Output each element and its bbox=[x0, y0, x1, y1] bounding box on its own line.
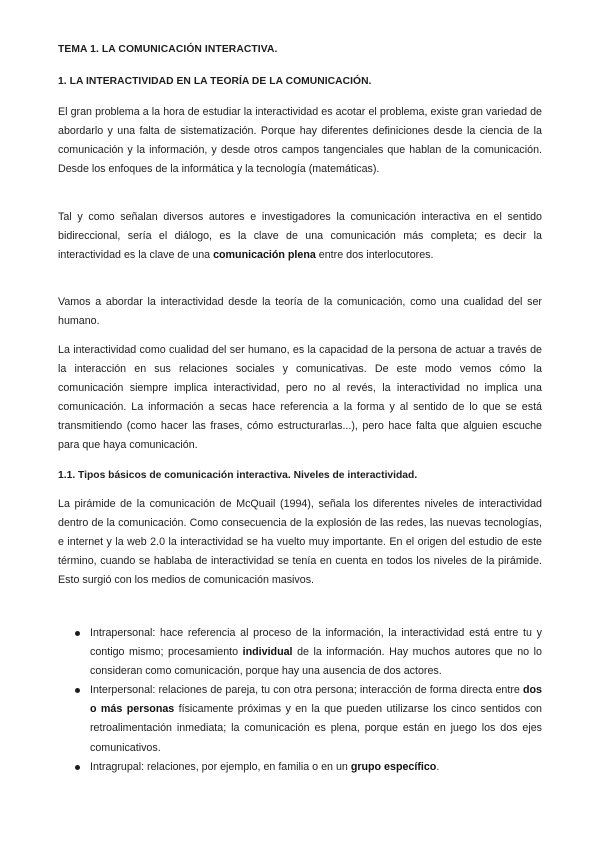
list-item-interpersonal bbox=[58, 681, 542, 757]
bullet-icon bbox=[75, 688, 80, 693]
list-item-intragrupal bbox=[58, 758, 542, 777]
list-item-text: Intrapersonal: hace referencia al proceso de la información, la interactividad está entre tu y contigo mismo; procesamiento bbox=[90, 627, 542, 659]
paragraph-2-bold: comunicación plena bbox=[213, 249, 316, 262]
list-item-bold: grupo específico bbox=[350, 760, 437, 773]
section-1-1-heading: 1.1. Tipos básicos de comunicación interactiva. Niveles de interactividad. bbox=[58, 470, 418, 481]
list-item-text-end: . bbox=[436, 760, 440, 773]
document-title: TEMA 1. LA COMUNICACIÓN INTERACTIVA. bbox=[58, 44, 278, 55]
list-item-text: Interpersonal: relaciones de pareja, tu con otra persona; interacción de forma directa entre bbox=[90, 684, 523, 697]
paragraph-2-text: Tal y como señalan diversos autores e investigadores la comunicación interactiva en el sentido bidireccional, sería el diálogo, es la clave de una comunicación más completa; es decir la interactividad es la clave de una bbox=[58, 211, 542, 262]
bullet-icon bbox=[75, 631, 80, 636]
bullet-icon bbox=[75, 765, 80, 770]
section-1-heading: 1. LA INTERACTIVIDAD EN LA TEORÍA DE LA COMUNICACIÓN. bbox=[58, 76, 372, 87]
paragraph-5: La pirámide de la comunicación de McQuail (1994), señala los diferentes niveles de interactividad dentro de la comunicación. Como consecuencia de la explosión de las redes, las nuevas tecnologías, e internet y la web 2.0 la interactividad se ha vuelto muy importante. En el origen del estudio de este término, cuando se hablaba de interactividad se tenía en cuenta en todos los niveles de la pirámide. Esto surgió con los medios de comunicación masivos. bbox=[58, 498, 542, 587]
list-item-bold: dos o más personas bbox=[90, 684, 542, 716]
paragraph-3: Vamos a abordar la interactividad desde la teoría de la comunicación, como una cualidad del ser humano. bbox=[58, 296, 542, 328]
levels-list bbox=[58, 624, 542, 777]
list-item-text-end: físicamente próximas y en la que pueden utilizarse los cinco sentidos con retroalimentación inmediata; la comunicación es plena, porque están en juego los dos ejes comunicativos. bbox=[90, 703, 542, 754]
paragraph-2 bbox=[58, 208, 542, 265]
list-item-text-end: de la información. Hay muchos autores que no lo consideran como comunicación, porque hay una ausencia de dos actores. bbox=[90, 646, 542, 678]
list-item-text: Intragrupal: relaciones, por ejemplo, en familia o en un bbox=[90, 760, 351, 773]
paragraph-2-text-end: entre dos interlocutores. bbox=[315, 249, 434, 262]
paragraph-4: La interactividad como cualidad del ser humano, es la capacidad de la persona de actuar a través de la interacción en sus relaciones sociales y comunicativas. De este modo vemos cómo la comunicación siempre implica interactividad, pero no al revés, la interactividad no implica una comunicación. La información a secas hace referencia a la forma y al sentido de lo que se está transmitiendo (como hacer las frases, cómo estructurarlas...), pero hace falta que alguien escuche para que haya comunicación. bbox=[58, 344, 542, 452]
list-item-intrapersonal bbox=[58, 624, 542, 681]
list-item-bold: individual bbox=[242, 646, 293, 659]
paragraph-1: El gran problema a la hora de estudiar la interactividad es acotar el problema, existe gran variedad de abordarlo y una falta de sistematización. Porque hay diferentes definiciones desde la ciencia de la comunicación y la información, y desde otros campos tangenciales que hablan de la comunicación. Desde los enfoques de la informática y la tecnología (matemáticas). bbox=[58, 106, 542, 176]
